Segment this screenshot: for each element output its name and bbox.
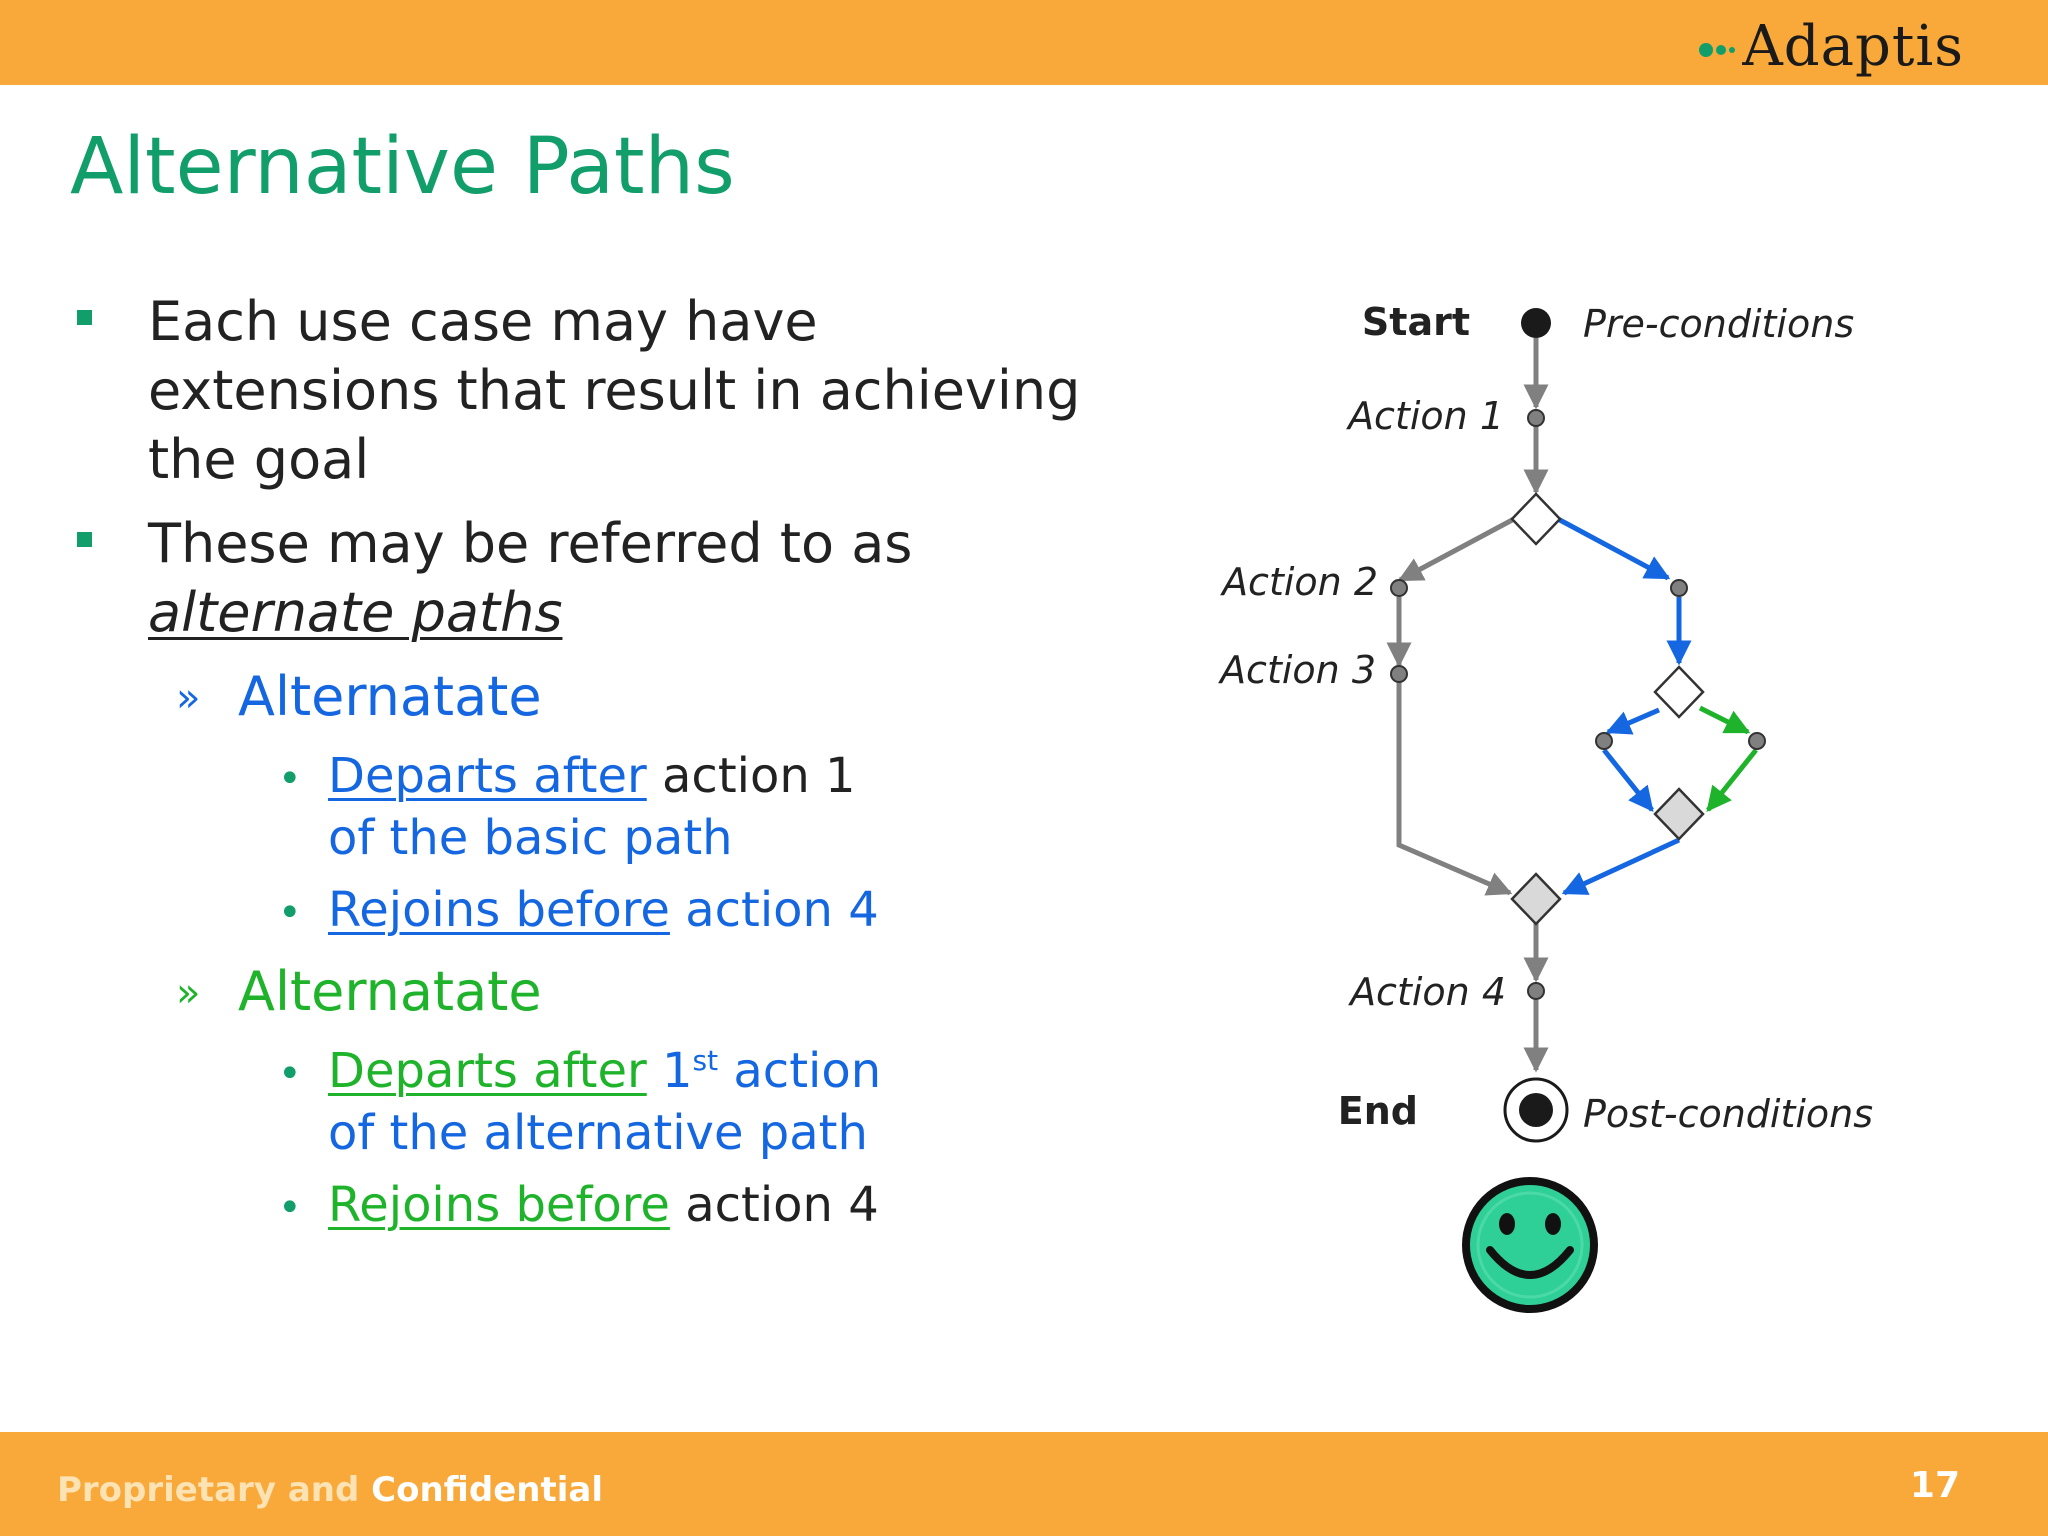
merge2-node: [1655, 789, 1703, 839]
bullet-1-line-2: extensions that result in achieving: [148, 359, 1081, 422]
alternate-2-item-1-line-2: of the alternative path: [328, 1105, 868, 1161]
raquo-bullet-icon: »: [176, 675, 201, 721]
edge-decision2-alt2: [1608, 710, 1659, 732]
dot-bullet-icon: •: [278, 1051, 302, 1097]
dot-bullet-icon: •: [278, 890, 302, 936]
alternate-1-item-2: Rejoins before action 4: [328, 882, 879, 938]
post-conditions-label: Post-conditions: [1583, 1092, 1874, 1136]
end-label: End: [1337, 1089, 1418, 1133]
alternate-1-item-1-line-2: of the basic path: [328, 810, 733, 866]
decision-node: [1512, 494, 1560, 544]
dot-bullet-icon: •: [278, 756, 302, 802]
alternate-paths-term: alternate paths: [148, 581, 563, 644]
edge-alt2-merge2: [1604, 750, 1652, 810]
edge-alt3-merge2: [1708, 750, 1756, 810]
alternate-1-item-1: Departs after action 1: [328, 748, 856, 804]
alt-green-node: [1749, 733, 1765, 749]
bullet-1-line-3: the goal: [148, 428, 370, 491]
merge-node: [1512, 874, 1560, 924]
dot-bullet-icon: •: [278, 1185, 302, 1231]
alternate-2-heading: Alternatate: [238, 960, 542, 1023]
action2-label: Action 2: [1222, 560, 1378, 604]
edge-decision-alt1: [1558, 519, 1668, 578]
edge-action3-merge: [1399, 682, 1510, 893]
alt-action-node: [1671, 580, 1687, 596]
alternate-2-item-1: Departs after 1st action: [328, 1043, 882, 1099]
action2-node: [1391, 580, 1407, 596]
pre-conditions-label: Pre-conditions: [1583, 302, 1855, 346]
edge-decision-action2: [1400, 519, 1514, 580]
action4-label: Action 4: [1350, 970, 1506, 1014]
logo-text: Adaptis: [1742, 13, 1964, 79]
action1-node: [1528, 410, 1544, 426]
footer-confidential: Proprietary and Confidential: [57, 1470, 603, 1510]
bullet-2-line-1: These may be referred to as: [148, 512, 913, 575]
action3-label: Action 3: [1220, 648, 1376, 692]
alternate-2-item-2: Rejoins before action 4: [328, 1177, 879, 1233]
action4-node: [1528, 983, 1544, 999]
alternate-1-heading: Alternatate: [238, 665, 542, 728]
start-node: [1521, 308, 1551, 338]
decision2-node: [1655, 667, 1703, 717]
edge-decision2-alt3: [1700, 708, 1748, 732]
action1-label: Action 1: [1348, 394, 1504, 438]
alt-blue-node: [1596, 733, 1612, 749]
raquo-bullet-icon: »: [176, 970, 201, 1016]
end-node-inner: [1519, 1093, 1553, 1127]
page-number: 17: [1909, 1465, 1960, 1506]
slide-title: Alternative Paths: [70, 122, 735, 212]
smiley-icon: [1466, 1181, 1594, 1309]
edge-merge2-merge: [1564, 840, 1679, 893]
action3-node: [1391, 666, 1407, 682]
bullet-1-line-1: Each use case may have: [148, 290, 818, 353]
start-label: Start: [1361, 300, 1470, 344]
